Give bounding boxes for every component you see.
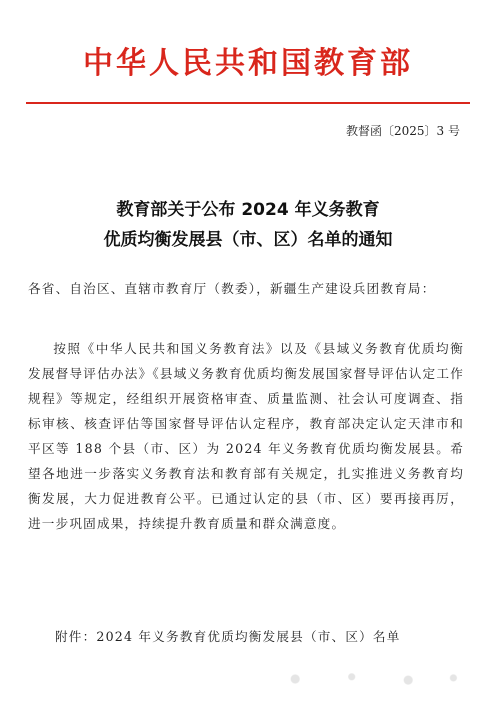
salutation: 各省、自治区、直辖市教育厅（教委），新疆生产建设兵团教育局： [28, 281, 436, 296]
notice-title [0, 195, 496, 255]
masthead-divider [26, 102, 470, 104]
notice-title-line-1: 教育部关于公布 2024 年义务教育 [116, 200, 380, 220]
masthead-title: 中华人民共和国教育部 [83, 46, 413, 81]
notice-title-line-2: 优质均衡发展县（市、区）名单的通知 [103, 230, 393, 250]
attachment-line: 附件：2024 年义务教育优质均衡发展县（市、区）名单 [55, 629, 401, 644]
body-paragraph: 按照《中华人民共和国义务教育法》以及《县域义务教育优质均衡发展督导评估办法》《县域义务教育优质均衡发展国家督导评估认定工作规程》等规定，经组织开展资格审查、质量监测、社会认可度调查、指标审核、核查评估等国家督导评估认定程序，教育部决定认定天津市和平区等 188 个县（市、区）为 2024 年义务教育优质均衡发展县。希望各地进一步落实义务教育法和教育部有关规定，扎实推进义务教育均衡发展，大力促进教育公平。已通过认定的县（市、区）要再接再厉，进一步巩固成果，持续提升教育质量和群众满意度。 [28, 341, 464, 531]
document-number: 教督函〔2025〕3 号 [346, 124, 460, 138]
watermark [250, 668, 476, 690]
